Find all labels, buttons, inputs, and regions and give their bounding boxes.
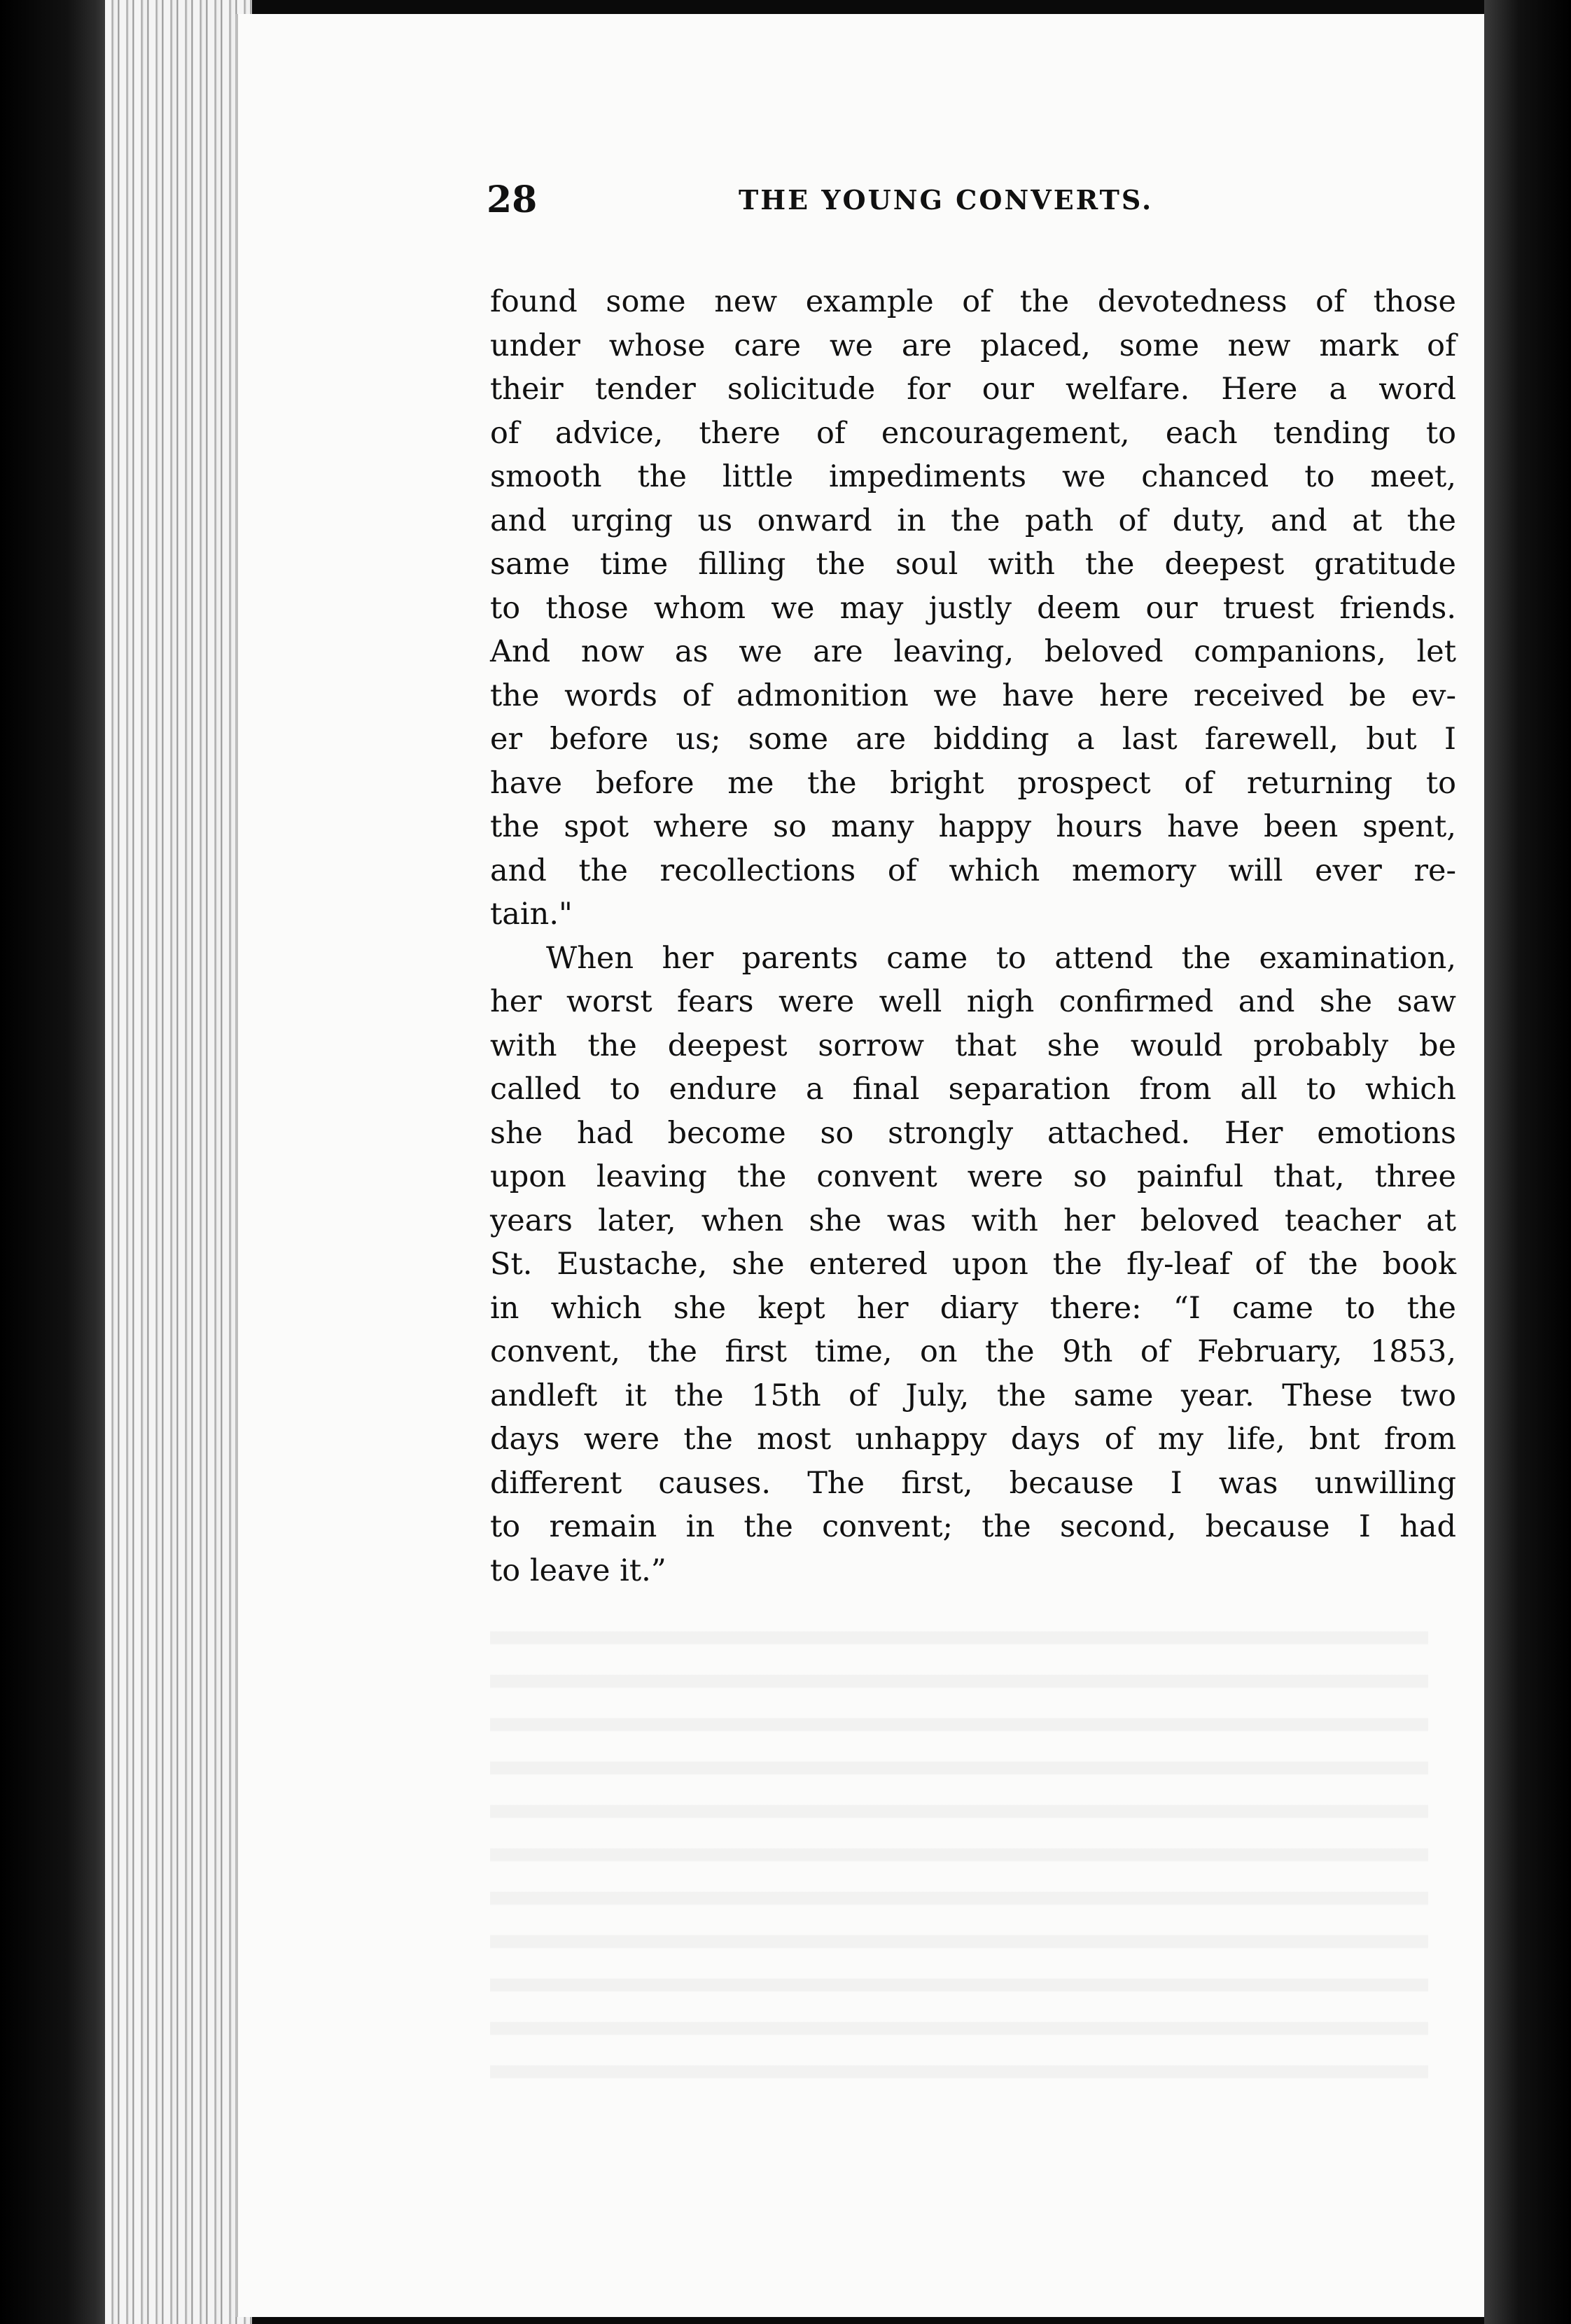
text-line: to those whom we may justly deem our truest friends. — [490, 590, 1456, 626]
bleed-through-text — [490, 1603, 1428, 2093]
text-line: same time filling the soul with the deepest gratitude — [490, 547, 1456, 582]
text-line: of advice, there of encouragement, each tending to — [490, 415, 1456, 451]
text-line: St. Eustache, she entered upon the fly-leaf of the book — [490, 1247, 1456, 1282]
body-text — [490, 280, 1456, 1592]
text-line: their tender solicitude for our welfare. Here a word — [490, 372, 1456, 407]
page-number: 28 — [487, 178, 538, 221]
text-line: convent, the first time, on the 9th of February, 1853, — [490, 1334, 1456, 1369]
text-line: er before us; some are bidding a last farewell, but I — [490, 722, 1456, 757]
text-line: she had become so strongly attached. Her emotions — [490, 1115, 1456, 1151]
paragraph-1 — [490, 280, 1456, 937]
text-line: called to endure a final separation from all to which — [490, 1072, 1456, 1107]
text-line: smooth the little impediments we chanced to meet, — [490, 459, 1456, 494]
text-line: and the recollections of which memory will ever re- — [490, 853, 1456, 888]
paragraph-2 — [490, 937, 1456, 1593]
text-line: found some new example of the devotedness of those — [490, 284, 1456, 319]
text-line: her worst fears were well nigh confirmed and she saw — [490, 984, 1456, 1019]
text-line: to leave it.” — [490, 1553, 666, 1588]
running-head — [487, 178, 1439, 234]
text-line: andleft it the 15th of July, the same year. These two — [490, 1378, 1456, 1413]
text-line: under whose care we are placed, some new mark of — [490, 328, 1456, 363]
running-title: THE YOUNG CONVERTS. — [739, 184, 1154, 216]
text-line: different causes. The first, because I was unwilling — [490, 1465, 1456, 1501]
text-line: and urging us onward in the path of duty, and at the — [490, 503, 1456, 538]
text-line: upon leaving the convent were so painful that, three — [490, 1159, 1456, 1194]
text-line: days were the most unhappy days of my life, bnt from — [490, 1422, 1456, 1457]
text-line: with the deepest sorrow that she would probably be — [490, 1028, 1456, 1063]
text-line: the words of admonition we have here received be ev- — [490, 678, 1456, 713]
text-line: When her parents came to attend the examination, — [546, 940, 1456, 976]
page-edges — [105, 0, 252, 2324]
text-line: in which she kept her diary there: “I came to the — [490, 1290, 1456, 1326]
text-line: have before me the bright prospect of returning to — [490, 765, 1456, 801]
book-binding-shadow — [0, 0, 112, 2324]
right-edge-shadow — [1484, 0, 1571, 2324]
text-line: And now as we are leaving, beloved companions, let — [490, 634, 1456, 669]
text-line: tain." — [490, 897, 573, 932]
text-line: to remain in the convent; the second, because I had — [490, 1509, 1456, 1544]
text-line: the spot where so many happy hours have been spent, — [490, 809, 1456, 844]
text-line: years later, when she was with her beloved teacher at — [490, 1203, 1456, 1238]
